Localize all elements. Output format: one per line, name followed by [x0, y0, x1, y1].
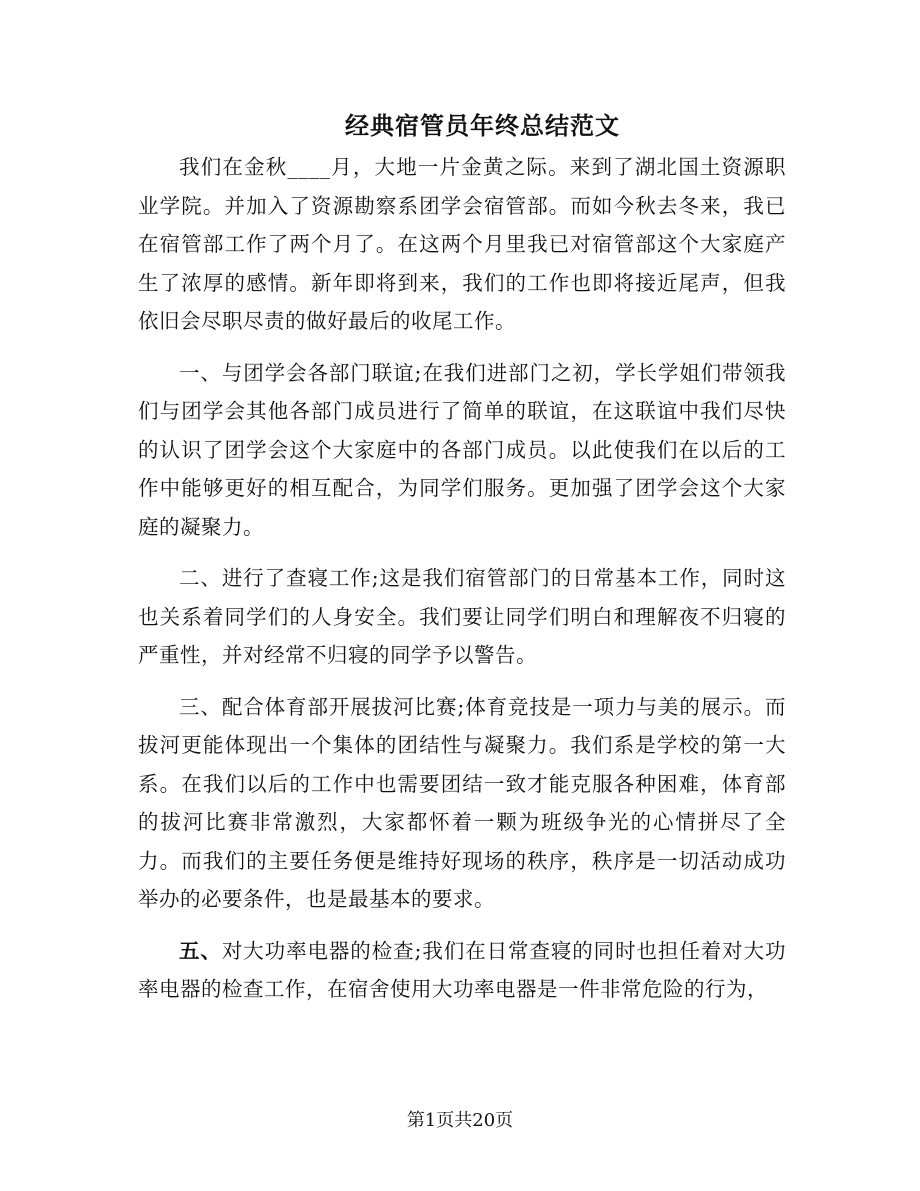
page-number-footer: 第1页共20页 [406, 1110, 514, 1131]
paragraph-text: 一、与团学会各部门联谊;在我们进部门之初，学长学姐们带领我们与团学会其他各部门成员进行了简单的联谊，在这联谊中我们尽快的认识了团学会这个大家庭中的各部门成员。以此使我们在以后的工作中能够更好的相互配合，为同学们服务。更加强了团学会这个大家庭的凝聚力。 [138, 360, 786, 539]
paragraph-intro [138, 148, 786, 341]
paragraph-section-5 [138, 932, 786, 1009]
paragraph-section-1 [138, 354, 786, 547]
paragraph-text: 对大功率电器的检查;我们在日常查寝的同时也担任着对大功率电器的检查工作，在宿舍使用大功率电器是一件非常危险的行为， [138, 938, 786, 1001]
paragraph-section-3 [138, 688, 786, 919]
paragraph-section-2 [138, 559, 786, 675]
paragraph-lead: 五、 [179, 938, 222, 963]
paragraph-text: 三、配合体育部开展拔河比赛;体育竞技是一项力与美的展示。而拔河更能体现出一个集体的团结性与凝聚力。我们系是学校的第一大系。在我们以后的工作中也需要团结一致才能克服各种困难，体育部的拔河比赛非常激烈，大家都怀着一颗为班级争光的心情拼尽了全力。而我们的主要任务便是维持好现场的秩序，秩序是一切活动成功举办的必要条件，也是最基本的要求。 [138, 694, 786, 911]
document-body [138, 148, 786, 1022]
document-title: 经典宿管员年终总结范文 [345, 112, 620, 140]
paragraph-text: 二、进行了查寝工作;这是我们宿管部门的日常基本工作，同时这也关系着同学们的人身安全。我们要让同学们明白和理解夜不归寝的严重性，并对经常不归寝的同学予以警告。 [138, 566, 786, 667]
paragraph-text: 我们在金秋____月，大地一片金黄之际。来到了湖北国土资源职业学院。并加入了资源勘察系团学会宿管部。而如今秋去冬来，我已在宿管部工作了两个月了。在这两个月里我已对宿管部这个大家庭产生了浓厚的感情。新年即将到来，我们的工作也即将接近尾声，但我依旧会尽职尽责的做好最后的收尾工作。 [138, 155, 786, 333]
